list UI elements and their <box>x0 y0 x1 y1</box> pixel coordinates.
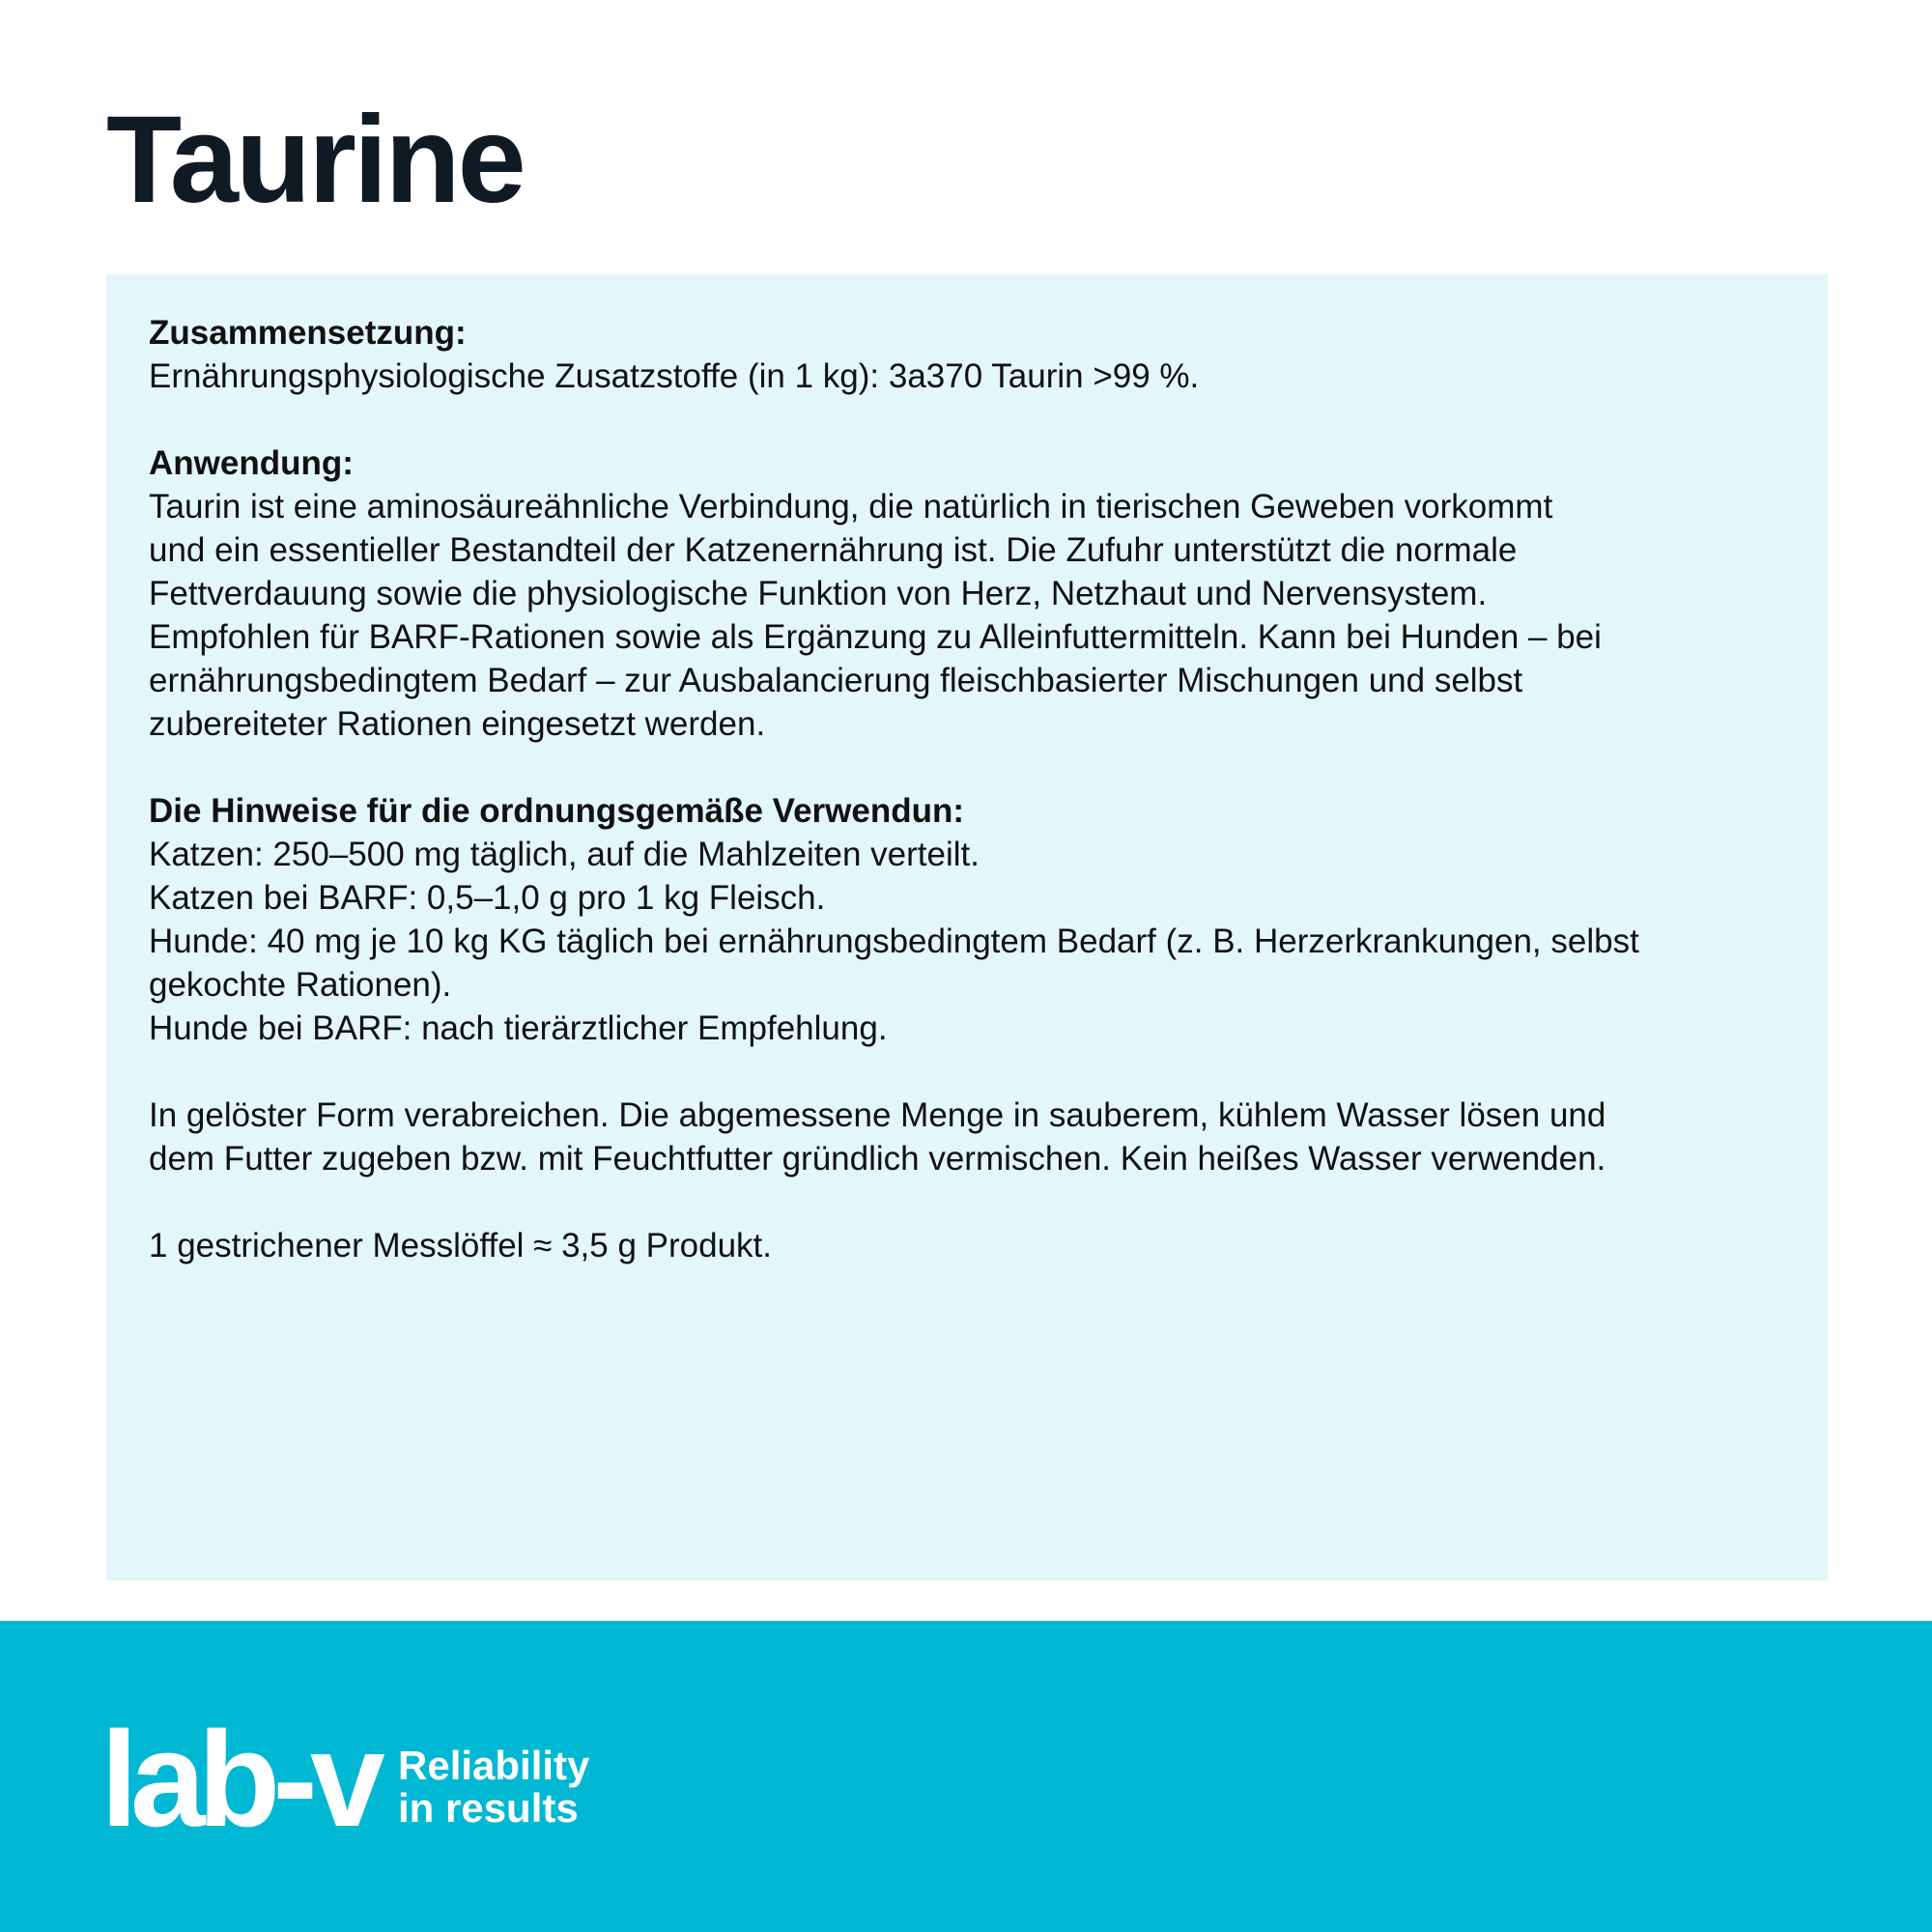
section-line: Fettverdauung sowie die physiologische Funktion von Herz, Netzhaut und Nervensystem. <box>149 575 1488 612</box>
section-line: ernährungsbedingtem Bedarf – zur Ausbalancierung fleischbasierter Mischungen und selbst <box>149 662 1523 699</box>
section-line: Katzen: 250–500 mg täglich, auf die Mahlzeiten verteilt. <box>149 836 980 873</box>
section-line: Hunde: 40 mg je 10 kg KG täglich bei ernährungsbedingtem Bedarf (z. B. Herzerkrankungen, selbst <box>149 923 1639 960</box>
section-line: Empfohlen für BARF-Rationen sowie als Ergänzung zu Alleinfuttermitteln. Kann bei Hunden – bei <box>149 618 1602 656</box>
section-line: dem Futter zugeben bzw. mit Feuchtfutter gründlich vermischen. Kein heißes Wasser verwenden. <box>149 1140 1606 1178</box>
section-line: zubereiteter Rationen eingesetzt werden. <box>149 705 766 743</box>
section-composition <box>149 311 1791 398</box>
section-preparation <box>149 1094 1791 1180</box>
section-line: In gelöster Form verabreichen. Die abgemessene Menge in sauberem, kühlem Wasser lösen und <box>149 1096 1606 1134</box>
page-title: Taurine <box>106 91 524 229</box>
section-line: Taurin ist eine aminosäureähnliche Verbindung, die natürlich in tierischen Geweben vorkommt <box>149 488 1553 526</box>
info-panel <box>106 274 1828 1580</box>
tagline-line: in results <box>398 1785 579 1831</box>
section-line: Katzen bei BARF: 0,5–1,0 g pro 1 kg Fleisch. <box>149 879 826 917</box>
section-line: und ein essentieller Bestandteil der Katzenernährung ist. Die Zufuhr unterstützt die normale <box>149 531 1518 569</box>
tagline-line: Reliability <box>398 1743 590 1788</box>
section-heading: Zusammensetzung: <box>149 314 467 352</box>
section-line: Ernährungsphysiologische Zusatzstoffe (in 1 kg): 3a370 Taurin >99 %. <box>149 357 1200 395</box>
section-heading: Die Hinweise für die ordnungsgemäße Verwendun: <box>149 792 965 830</box>
brand-tagline <box>398 1745 589 1830</box>
info-content <box>149 311 1791 1311</box>
section-application <box>149 441 1791 746</box>
brand-logo: lab-v <box>100 1703 378 1855</box>
section-usage-instructions <box>149 789 1791 1050</box>
section-line: 1 gestrichener Messlöffel ≈ 3,5 g Produkt. <box>149 1227 773 1264</box>
section-heading: Anwendung: <box>149 444 354 482</box>
section-line: gekochte Rationen). <box>149 966 452 1004</box>
section-dosage-note <box>149 1224 1791 1267</box>
section-line: Hunde bei BARF: nach tierärztlicher Empfehlung. <box>149 1009 888 1047</box>
